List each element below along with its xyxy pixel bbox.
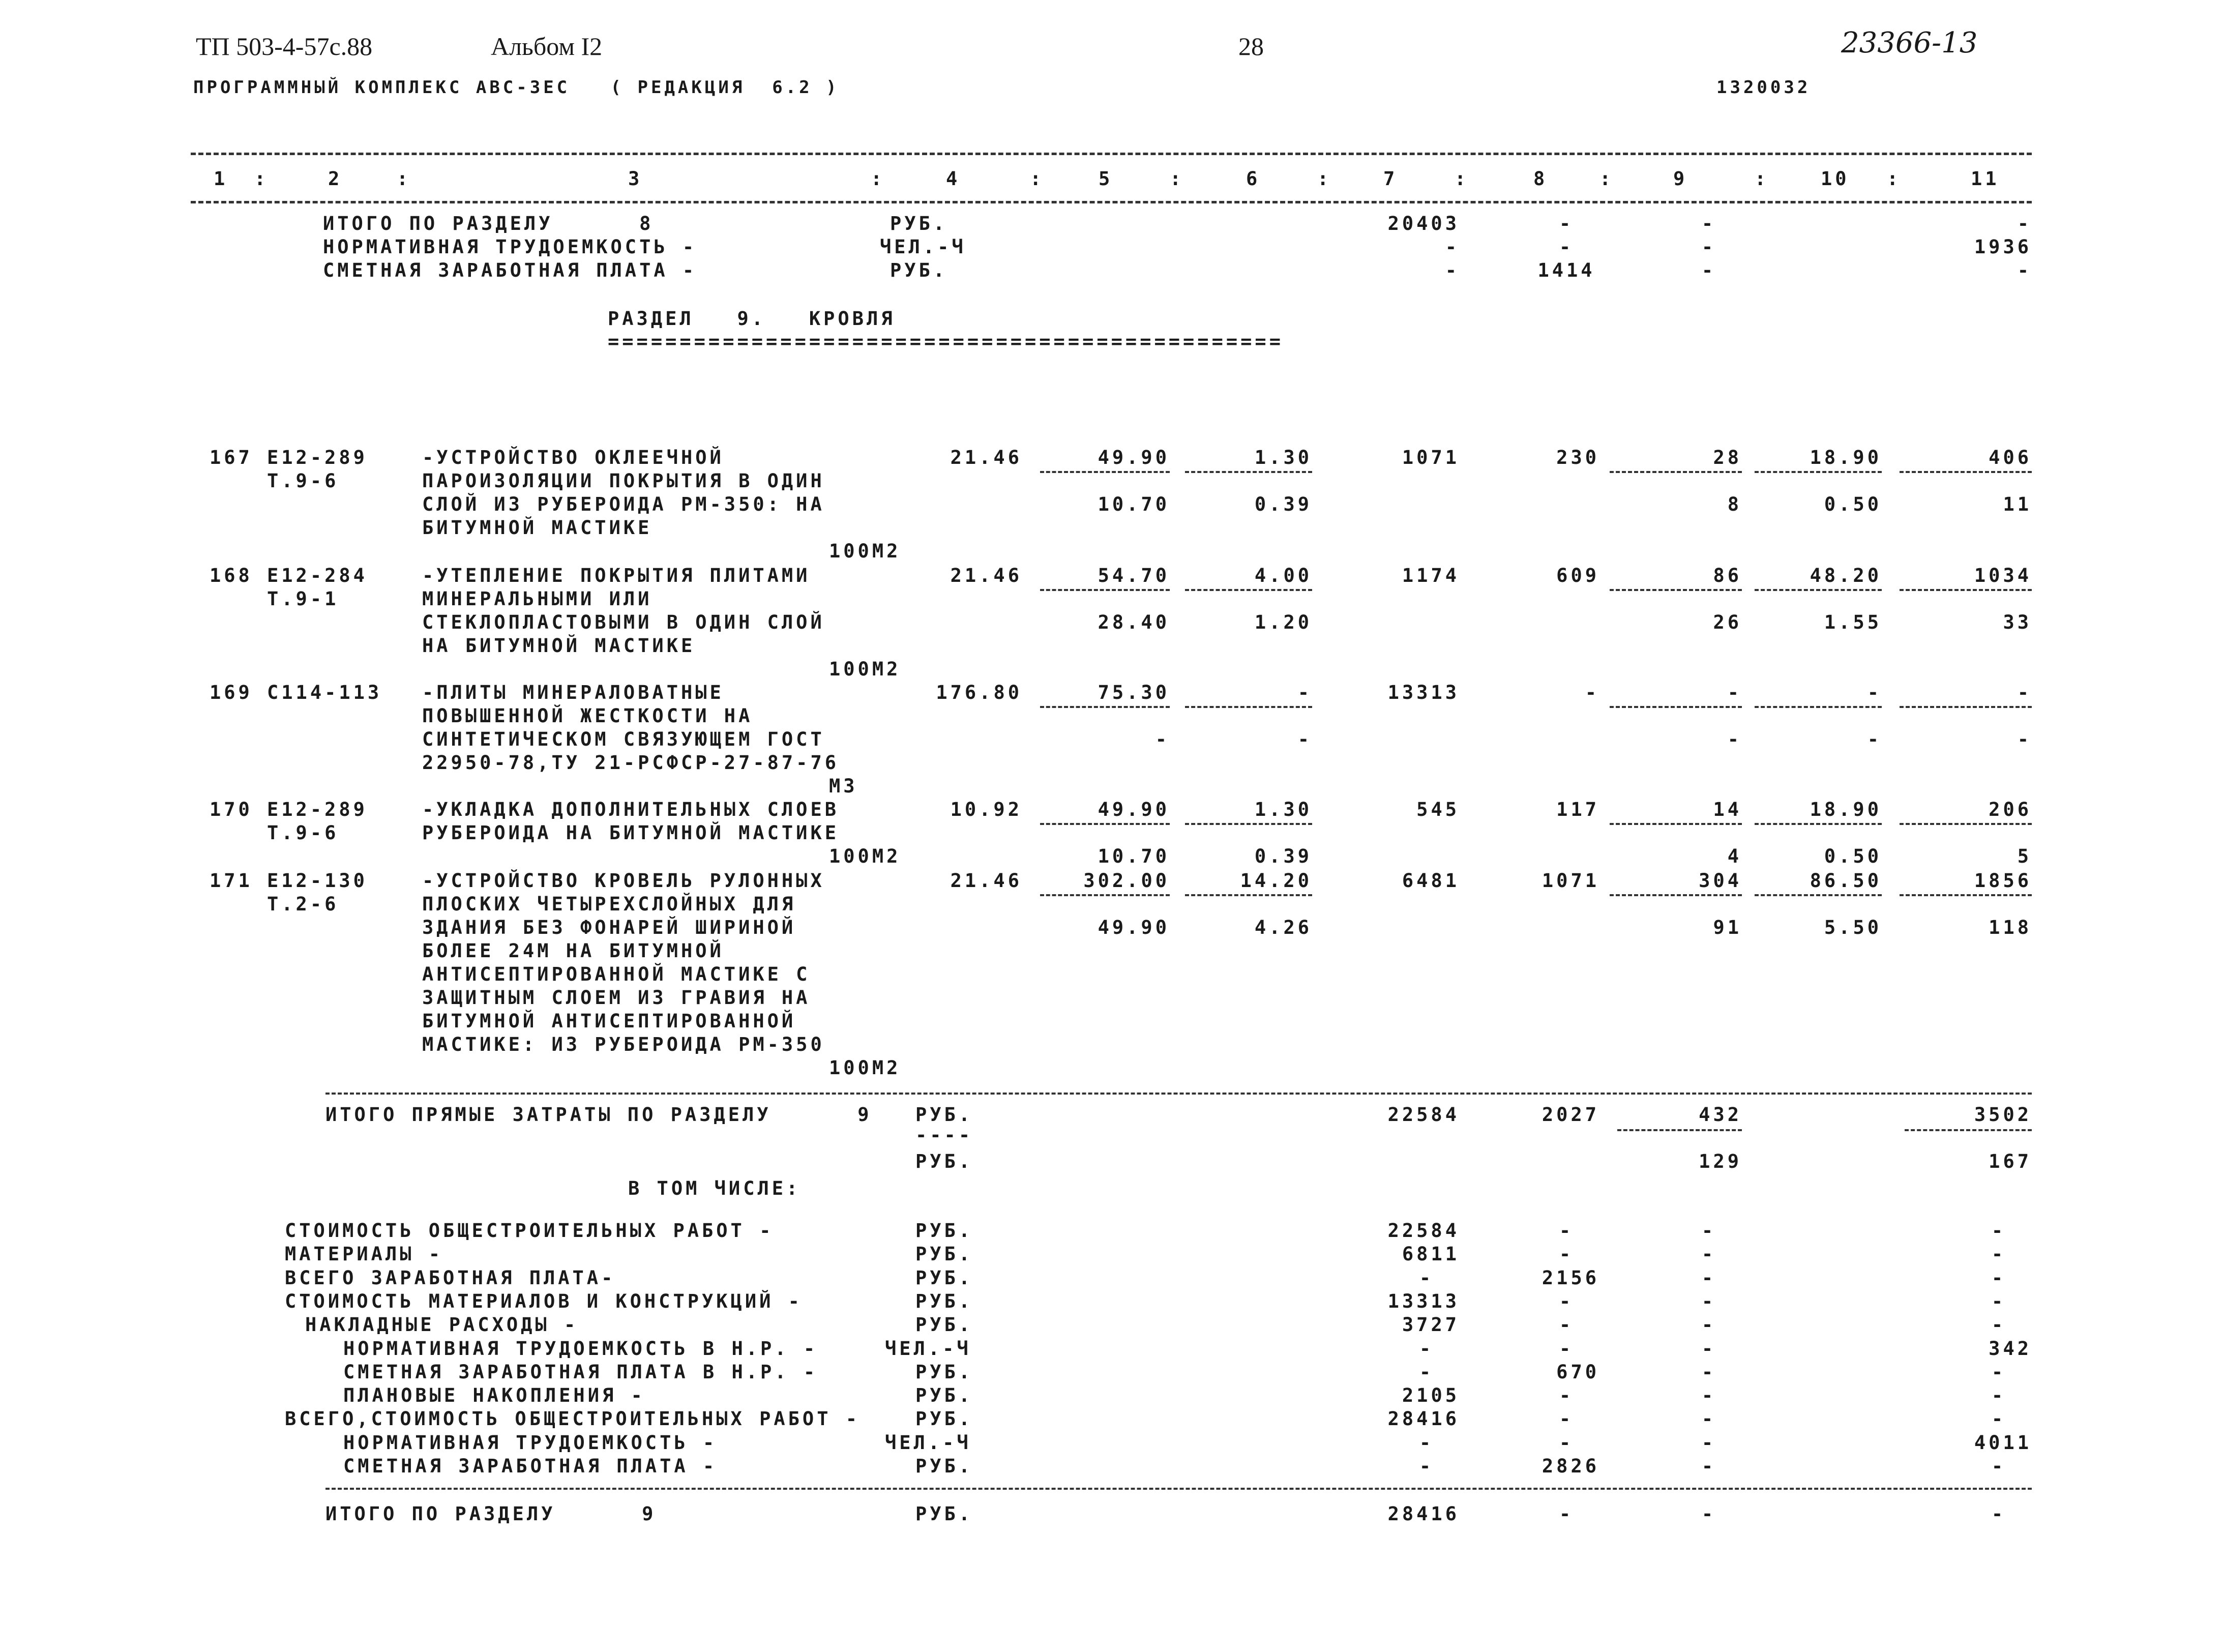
breakdown-c11: -: [1991, 1408, 2006, 1430]
direct-costs-sub-rule-c9: [1617, 1129, 1742, 1131]
item-quantity: 21.46: [950, 565, 1022, 586]
breakdown-c8: -: [1559, 1314, 1574, 1336]
sub-rule-c6: [1185, 894, 1312, 896]
item-total-cost: 1174: [1402, 565, 1460, 586]
item-machines: 28: [1713, 447, 1742, 468]
column-number-7: 7: [1383, 168, 1398, 190]
sub-rule-c6: [1185, 471, 1312, 473]
direct-costs-label: ИТОГО ПРЯМЫЕ ЗАТРАТЫ ПО РАЗДЕЛУ 9: [325, 1104, 872, 1126]
breakdown-c11: -: [1991, 1361, 2006, 1383]
breakdown-c11: -: [1991, 1314, 2006, 1336]
direct-costs-rule: [325, 1093, 2032, 1095]
breakdown-label: СМЕТНАЯ ЗАРАБОТНАЯ ПЛАТА В Н.Р. -: [343, 1361, 818, 1383]
section9-total-label: ИТОГО ПО РАЗДЕЛУ 9: [325, 1503, 657, 1525]
item-labor-machine-total: 11: [2003, 493, 2032, 515]
item-reference: Т.9-6: [267, 470, 339, 492]
item-description-line: ПЛОСКИХ ЧЕТЫРЕХСЛОЙНЫХ ДЛЯ: [422, 893, 796, 915]
direct-costs-sub-rule-c11: [1905, 1129, 2032, 1131]
column-number-5: 5: [1099, 168, 1113, 190]
direct-costs-c8: 2027: [1542, 1104, 1599, 1126]
sub-rule-c6: [1185, 823, 1312, 825]
item-code: Е12-284: [267, 565, 368, 586]
item-code: Е12-289: [267, 799, 368, 820]
item-reference: Т.9-1: [267, 588, 339, 610]
final-rule: [325, 1488, 2032, 1490]
item-labor-machine-norm: 1.55: [1824, 611, 1882, 633]
item-quantity: 21.46: [950, 870, 1022, 892]
item-number: 169: [210, 682, 253, 703]
item-labor-norm: 18.90: [1810, 799, 1882, 820]
breakdown-c9: -: [1701, 1220, 1716, 1242]
sub-rule-c9: [1610, 894, 1742, 896]
breakdown-label: НОРМАТИВНАЯ ТРУДОЕМКОСТЬ -: [343, 1431, 718, 1454]
breakdown-c9: -: [1701, 1266, 1716, 1289]
handwritten-code: 23366-13: [1841, 26, 1978, 60]
item-total-wage: -: [1585, 682, 1599, 703]
breakdown-c8: -: [1559, 1337, 1574, 1360]
column-separator: :: [1317, 168, 1332, 190]
breakdown-c7: 3727: [1402, 1314, 1460, 1336]
breakdown-c9: -: [1701, 1431, 1716, 1454]
breakdown-label: ВСЕГО,СТОИМОСТЬ ОБЩЕСТРОИТЕЛЬНЫХ РАБОТ -: [285, 1408, 861, 1430]
section9-total-c7: 28416: [1387, 1503, 1460, 1525]
breakdown-label: СТОИМОСТЬ ОБЩЕСТРОИТЕЛЬНЫХ РАБОТ -: [285, 1220, 774, 1242]
item-labor-total: -: [2017, 682, 2032, 703]
item-description-line: ЗДАНИЯ БЕЗ ФОНАРЕЙ ШИРИНОЙ: [422, 917, 796, 938]
breakdown-c7: -: [1419, 1266, 1434, 1289]
section8-total-c8: -: [1559, 236, 1574, 258]
breakdown-c9: -: [1701, 1384, 1716, 1407]
breakdown-unit: РУБ.: [915, 1314, 973, 1336]
breakdown-c11: -: [1991, 1243, 2006, 1265]
item-unit-wage: 1.30: [1254, 799, 1312, 820]
column-separator: :: [1030, 168, 1045, 190]
column-separator: :: [1755, 168, 1769, 190]
section8-total-c7: -: [1445, 259, 1460, 281]
item-unit-wage: 1.30: [1254, 447, 1312, 468]
column-separator: :: [1455, 168, 1469, 190]
sub-rule-c10: [1755, 894, 1882, 896]
breakdown-c11: -: [1991, 1384, 2006, 1407]
program-code: 1320032: [1716, 77, 1811, 98]
item-total-wage: 117: [1556, 799, 1599, 820]
item-labor-machine-norm: -: [1867, 728, 1882, 750]
breakdown-c11: 342: [1989, 1337, 2032, 1360]
item-unit-wage: 4.00: [1254, 565, 1312, 586]
breakdown-c7: 6811: [1402, 1243, 1460, 1265]
item-number: 170: [210, 799, 253, 820]
item-reference: Т.9-6: [267, 822, 339, 844]
section-title: РАЗДЕЛ 9. КРОВЛЯ: [608, 308, 896, 330]
column-number-3: 3: [628, 168, 643, 190]
breakdown-c8: -: [1559, 1431, 1574, 1454]
item-description-line: СИНТЕТИЧЕСКОМ СВЯЗУЮЩЕМ ГОСТ: [422, 728, 825, 750]
sub-rule-c6: [1185, 589, 1312, 591]
breakdown-c7: -: [1419, 1431, 1434, 1454]
section8-total-c9: -: [1701, 259, 1716, 281]
breakdown-c8: -: [1559, 1243, 1574, 1265]
item-unit: 100М2: [829, 540, 901, 562]
sub-rule-c9: [1610, 471, 1742, 473]
column-number-11: 11: [1971, 168, 2000, 190]
item-labor-norm: 86.50: [1810, 870, 1882, 892]
page-number: 28: [1238, 32, 1264, 61]
breakdown-c11: -: [1991, 1220, 2006, 1242]
item-quantity: 10.92: [950, 799, 1022, 820]
breakdown-label: СМЕТНАЯ ЗАРАБОТНАЯ ПЛАТА -: [343, 1455, 718, 1477]
item-labor-machine-norm: 5.50: [1824, 917, 1882, 938]
breakdown-unit: РУБ.: [915, 1361, 973, 1383]
item-description-line: БОЛЕЕ 24М НА БИТУМНОЙ: [422, 940, 724, 962]
breakdown-c8: -: [1559, 1220, 1574, 1242]
item-labor-machine-total: -: [2017, 728, 2032, 750]
sub-rule-c11: [1900, 706, 2032, 708]
direct-costs-unit: РУБ.: [915, 1104, 973, 1126]
item-unit-cost-machine: 10.70: [1098, 493, 1170, 515]
item-machines-wage: -: [1727, 728, 1742, 750]
item-unit-wage: -: [1297, 682, 1312, 703]
sub-rule-c5: [1040, 471, 1170, 473]
item-code: С114-113: [267, 682, 382, 703]
sub-rule-c11: [1900, 894, 2032, 896]
sub-rule-c11: [1900, 823, 2032, 825]
breakdown-unit: РУБ.: [915, 1220, 973, 1242]
item-machines-wage: 4: [1727, 845, 1742, 867]
item-unit-cost: 302.00: [1083, 870, 1170, 892]
breakdown-label: МАТЕРИАЛЫ -: [285, 1243, 443, 1265]
section8-total-c7: 20403: [1387, 213, 1460, 234]
item-total-cost: 6481: [1402, 870, 1460, 892]
section9-total-c9: -: [1701, 1503, 1716, 1525]
column-separator: :: [1170, 168, 1184, 190]
breakdown-c9: -: [1701, 1314, 1716, 1336]
item-description-line: СЛОЙ ИЗ РУБЕРОИДА РМ-350: НА: [422, 493, 825, 515]
section8-total-c11: 1936: [1974, 236, 2032, 258]
item-unit-cost-machine: -: [1155, 728, 1170, 750]
breakdown-unit: РУБ.: [915, 1243, 973, 1265]
item-number: 171: [210, 870, 253, 892]
item-total-wage: 230: [1556, 447, 1599, 468]
section8-total-c9: -: [1701, 213, 1716, 234]
item-labor-machine-total: 118: [1989, 917, 2032, 938]
section-title-underline: ===============================================: [608, 331, 1284, 352]
column-number-9: 9: [1673, 168, 1688, 190]
item-description-line: БИТУМНОЙ МАСТИКЕ: [422, 517, 653, 539]
item-unit-cost: 75.30: [1098, 682, 1170, 703]
breakdown-c8: 670: [1556, 1361, 1599, 1383]
column-number-6: 6: [1246, 168, 1261, 190]
item-description-line: НА БИТУМНОЙ МАСТИКЕ: [422, 635, 696, 657]
section8-total-c7: -: [1445, 236, 1460, 258]
item-unit-wage-machine: -: [1297, 728, 1312, 750]
album-label: Альбом I2: [491, 32, 603, 61]
item-quantity: 176.80: [936, 682, 1022, 703]
document-code: ТП 503-4-57с.88: [196, 32, 373, 61]
sub-rule-c10: [1755, 589, 1882, 591]
header-rule-top: [191, 153, 2032, 155]
item-description-line: МАСТИКЕ: ИЗ РУБЕРОИДА РМ-350: [422, 1034, 825, 1055]
item-labor-machine-norm: 0.50: [1824, 845, 1882, 867]
direct-costs-c11-wage: 167: [1989, 1150, 2032, 1172]
including-label: В ТОМ ЧИСЛЕ:: [628, 1177, 801, 1199]
sub-rule-c11: [1900, 471, 2032, 473]
section9-total-c11: -: [1991, 1503, 2006, 1525]
section8-total-unit: РУБ.: [890, 213, 948, 234]
column-separator: :: [1887, 168, 1902, 190]
sub-rule-c9: [1610, 706, 1742, 708]
item-unit-cost-machine: 28.40: [1098, 611, 1170, 633]
sub-rule-c10: [1755, 823, 1882, 825]
column-number-10: 10: [1821, 168, 1850, 190]
breakdown-c9: -: [1701, 1290, 1716, 1312]
breakdown-c9: -: [1701, 1337, 1716, 1360]
breakdown-unit: РУБ.: [915, 1384, 973, 1407]
section9-total-c8: -: [1559, 1503, 1574, 1525]
direct-costs-c7: 22584: [1387, 1104, 1460, 1126]
item-unit-cost: 54.70: [1098, 565, 1170, 586]
item-description-line: ПАРОИЗОЛЯЦИИ ПОКРЫТИЯ В ОДИН: [422, 470, 825, 492]
direct-costs-unit-underline: ----: [915, 1124, 973, 1146]
item-labor-total: 1034: [1974, 565, 2032, 586]
item-unit-wage-machine: 4.26: [1254, 917, 1312, 938]
item-unit-cost: 49.90: [1098, 799, 1170, 820]
direct-costs-c9: 432: [1699, 1104, 1742, 1126]
item-machines: 304: [1699, 870, 1742, 892]
item-labor-machine-total: 5: [2017, 845, 2032, 867]
item-description-line: АНТИСЕПТИРОВАННОЙ МАСТИКЕ С: [422, 963, 811, 985]
sub-rule-c9: [1610, 823, 1742, 825]
item-description-line: СТЕКЛОПЛАСТОВЫМИ В ОДИН СЛОЙ: [422, 611, 825, 633]
column-number-8: 8: [1533, 168, 1548, 190]
sub-rule-c5: [1040, 823, 1170, 825]
breakdown-c9: -: [1701, 1408, 1716, 1430]
item-unit-wage-machine: 0.39: [1254, 845, 1312, 867]
item-description-line: -УКЛАДКА ДОПОЛНИТЕЛЬНЫХ СЛОЕВ: [422, 799, 840, 820]
breakdown-label: НОРМАТИВНАЯ ТРУДОЕМКОСТЬ В Н.Р. -: [343, 1337, 818, 1360]
section8-total-c8: -: [1559, 213, 1574, 234]
section8-total-c9: -: [1701, 236, 1716, 258]
sub-rule-c9: [1610, 589, 1742, 591]
item-description-line: РУБЕРОИДА НА БИТУМНОЙ МАСТИКЕ: [422, 822, 840, 844]
item-labor-machine-norm: 0.50: [1824, 493, 1882, 515]
item-unit-wage-machine: 0.39: [1254, 493, 1312, 515]
breakdown-c8: -: [1559, 1408, 1574, 1430]
section8-total-unit: РУБ.: [890, 259, 948, 281]
breakdown-c11: 4011: [1974, 1431, 2032, 1454]
item-labor-total: 1856: [1974, 870, 2032, 892]
item-machines-wage: 26: [1713, 611, 1742, 633]
breakdown-c7: 13313: [1387, 1290, 1460, 1312]
section8-total-label: ИТОГО ПО РАЗДЕЛУ 8: [323, 213, 654, 234]
item-labor-total: 406: [1989, 447, 2032, 468]
direct-costs-c11: 3502: [1974, 1104, 2032, 1126]
column-separator: :: [397, 168, 411, 190]
header-rule-bottom: [191, 201, 2032, 203]
sub-rule-c10: [1755, 471, 1882, 473]
breakdown-c11: -: [1991, 1455, 2006, 1477]
item-machines: 14: [1713, 799, 1742, 820]
breakdown-unit: РУБ.: [915, 1266, 973, 1289]
breakdown-c7: 22584: [1387, 1220, 1460, 1242]
breakdown-unit: ЧЕЛ.-Ч: [885, 1431, 971, 1454]
item-labor-norm: -: [1867, 682, 1882, 703]
breakdown-c11: -: [1991, 1290, 2006, 1312]
breakdown-c7: 2105: [1402, 1384, 1460, 1407]
sub-rule-c11: [1900, 589, 2032, 591]
program-title: ПРОГРАММНЫЙ КОМПЛЕКС АВС-3ЕС ( РЕДАКЦИЯ 6.2 ): [193, 77, 840, 98]
section8-total-label: СМЕТНАЯ ЗАРАБОТНАЯ ПЛАТА -: [323, 259, 697, 281]
section8-total-unit: ЧЕЛ.-Ч: [880, 236, 966, 258]
item-code: Е12-289: [267, 447, 368, 468]
direct-costs-unit2: РУБ.: [915, 1150, 973, 1172]
item-unit-wage: 14.20: [1240, 870, 1312, 892]
item-machines-wage: 91: [1713, 917, 1742, 938]
item-description-line: -УТЕПЛЕНИЕ ПОКРЫТИЯ ПЛИТАМИ: [422, 565, 811, 586]
column-number-4: 4: [946, 168, 961, 190]
column-number-2: 2: [328, 168, 343, 190]
sub-rule-c5: [1040, 894, 1170, 896]
item-machines: -: [1727, 682, 1742, 703]
item-total-cost: 545: [1416, 799, 1460, 820]
item-unit: 100М2: [829, 658, 901, 680]
item-labor-norm: 18.90: [1810, 447, 1882, 468]
breakdown-c7: 28416: [1387, 1408, 1460, 1430]
breakdown-c8: 2156: [1542, 1266, 1599, 1289]
breakdown-label: СТОИМОСТЬ МАТЕРИАЛОВ И КОНСТРУКЦИЙ -: [285, 1290, 803, 1312]
item-labor-norm: 48.20: [1810, 565, 1882, 586]
breakdown-c7: -: [1419, 1455, 1434, 1477]
column-separator: :: [254, 168, 269, 190]
section8-total-c8: 1414: [1537, 259, 1595, 281]
item-total-cost: 13313: [1387, 682, 1460, 703]
direct-costs-c9-wage: 129: [1699, 1150, 1742, 1172]
item-code: Е12-130: [267, 870, 368, 892]
item-unit-cost: 49.90: [1098, 447, 1170, 468]
breakdown-c7: -: [1419, 1361, 1434, 1383]
breakdown-label: ПЛАНОВЫЕ НАКОПЛЕНИЯ -: [343, 1384, 645, 1407]
section9-total-unit: РУБ.: [915, 1503, 973, 1525]
item-description-line: 22950-78,ТУ 21-РСФСР-27-87-76: [422, 752, 840, 774]
item-labor-total: 206: [1989, 799, 2032, 820]
section8-total-c11: -: [2017, 259, 2032, 281]
breakdown-label: НАКЛАДНЫЕ РАСХОДЫ -: [305, 1314, 579, 1336]
item-description-line: ЗАЩИТНЫМ СЛОЕМ ИЗ ГРАВИЯ НА: [422, 987, 811, 1009]
column-number-1: 1: [214, 168, 228, 190]
breakdown-c8: -: [1559, 1290, 1574, 1312]
sub-rule-c5: [1040, 589, 1170, 591]
breakdown-unit: РУБ.: [915, 1455, 973, 1477]
item-number: 168: [210, 565, 253, 586]
breakdown-c9: -: [1701, 1243, 1716, 1265]
item-description-line: МИНЕРАЛЬНЫМИ ИЛИ: [422, 588, 653, 610]
breakdown-c9: -: [1701, 1455, 1716, 1477]
column-separator: :: [871, 168, 885, 190]
item-description-line: -УСТРОЙСТВО ОКЛЕЕЧНОЙ: [422, 447, 724, 468]
item-unit: 100М2: [829, 1057, 901, 1079]
item-labor-machine-total: 33: [2003, 611, 2032, 633]
sub-rule-c10: [1755, 706, 1882, 708]
item-total-wage: 1071: [1542, 870, 1599, 892]
sub-rule-c5: [1040, 706, 1170, 708]
item-machines-wage: 8: [1727, 493, 1742, 515]
item-description-line: -ПЛИТЫ МИНЕРАЛОВАТНЫЕ: [422, 682, 724, 703]
item-unit-wage-machine: 1.20: [1254, 611, 1312, 633]
breakdown-c8: 2826: [1542, 1455, 1599, 1477]
item-reference: Т.2-6: [267, 893, 339, 915]
column-separator: :: [1599, 168, 1614, 190]
item-unit: 100М2: [829, 845, 901, 867]
breakdown-c11: -: [1991, 1266, 2006, 1289]
breakdown-c7: -: [1419, 1337, 1434, 1360]
item-unit-cost-machine: 10.70: [1098, 845, 1170, 867]
breakdown-c9: -: [1701, 1361, 1716, 1383]
breakdown-c8: -: [1559, 1384, 1574, 1407]
breakdown-unit: РУБ.: [915, 1290, 973, 1312]
section8-total-c11: -: [2017, 213, 2032, 234]
item-machines: 86: [1713, 565, 1742, 586]
item-number: 167: [210, 447, 253, 468]
breakdown-unit: РУБ.: [915, 1408, 973, 1430]
breakdown-label: ВСЕГО ЗАРАБОТНАЯ ПЛАТА-: [285, 1266, 616, 1289]
item-description-line: -УСТРОЙСТВО КРОВЕЛЬ РУЛОННЫХ: [422, 870, 825, 892]
item-description-line: ПОВЫШЕННОЙ ЖЕСТКОСТИ НА: [422, 705, 753, 727]
sub-rule-c6: [1185, 706, 1312, 708]
item-description-line: БИТУМНОЙ АНТИСЕПТИРОВАННОЙ: [422, 1010, 796, 1032]
item-total-wage: 609: [1556, 565, 1599, 586]
item-total-cost: 1071: [1402, 447, 1460, 468]
item-quantity: 21.46: [950, 447, 1022, 468]
section8-total-label: НОРМАТИВНАЯ ТРУДОЕМКОСТЬ -: [323, 236, 697, 258]
breakdown-unit: ЧЕЛ.-Ч: [885, 1337, 971, 1360]
item-unit-cost-machine: 49.90: [1098, 917, 1170, 938]
item-unit: М3: [829, 775, 858, 797]
